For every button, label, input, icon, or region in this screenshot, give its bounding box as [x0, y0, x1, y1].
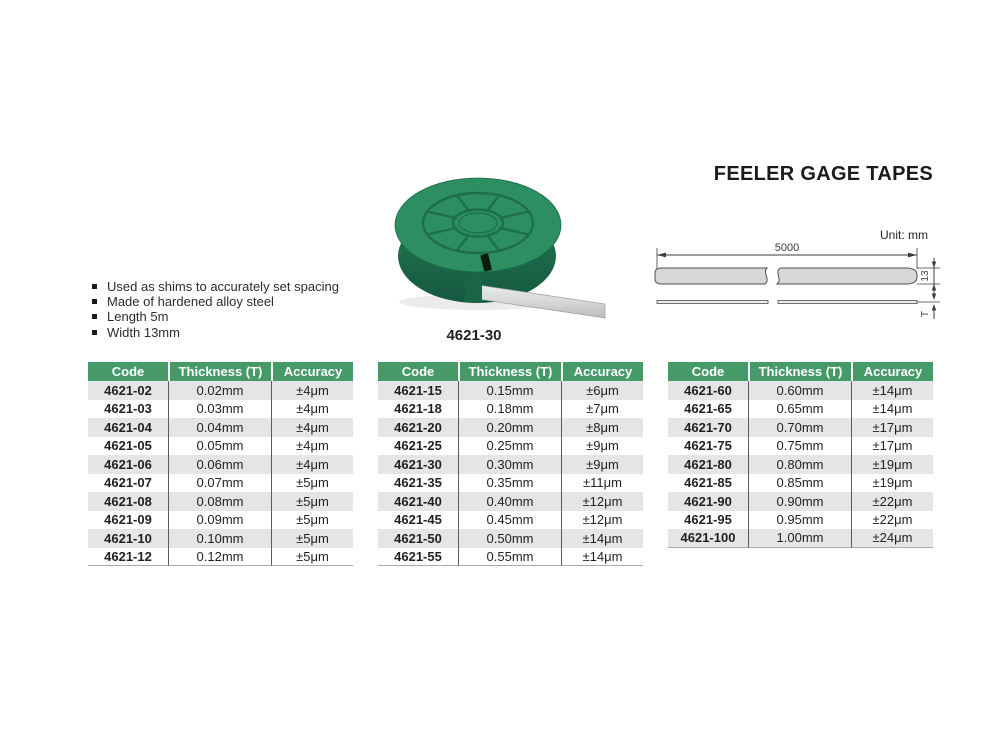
table-row [378, 381, 643, 400]
spec-table-1 [88, 362, 353, 566]
table-row [668, 418, 933, 437]
thickness-cell: 0.95mm [748, 511, 851, 530]
code-cell: 4621-20 [394, 419, 442, 435]
table-row [88, 455, 353, 474]
thickness-cell: 0.09mm [168, 511, 271, 530]
code-cell: 4621-95 [684, 512, 732, 528]
tape-dispenser-illustration [383, 170, 618, 330]
thickness-cell: 0.55mm [458, 548, 561, 567]
header-row [378, 362, 643, 381]
page-title: FEELER GAGE TAPES [713, 163, 933, 185]
thickness-cell: 0.03mm [168, 400, 271, 419]
thickness-cell: 0.02mm [168, 381, 271, 400]
accuracy-cell: ±22μm [851, 511, 933, 530]
thickness-cell: 0.65mm [748, 400, 851, 419]
table-row [378, 548, 643, 567]
code-cell: 4621-55 [378, 548, 458, 567]
thickness-cell: 0.30mm [458, 455, 561, 474]
table-row [88, 529, 353, 548]
accuracy-cell: ±14μm [561, 529, 643, 548]
feature-list [90, 279, 339, 340]
thickness-cell: 0.50mm [458, 529, 561, 548]
table-row [88, 511, 353, 530]
thickness-cell: 0.18mm [458, 400, 561, 419]
feature-item: Width 13mm [90, 325, 339, 340]
accuracy-cell: ±22μm [851, 492, 933, 511]
thickness-cell: 0.85mm [748, 474, 851, 493]
accuracy-cell: ±5μm [271, 492, 353, 511]
accuracy-cell: ±5μm [271, 474, 353, 493]
code-cell: 4621-100 [668, 529, 748, 548]
table-row [378, 511, 643, 530]
code-cell: 4621-25 [394, 438, 442, 454]
table-row [88, 418, 353, 437]
thickness-cell: 0.90mm [748, 492, 851, 511]
feature-item: Made of hardened alloy steel [90, 294, 339, 309]
spec-table-2 [378, 362, 643, 566]
accuracy-cell: ±17μm [851, 437, 933, 456]
tape-strip [471, 284, 605, 318]
unit-label: Unit: mm [880, 228, 928, 242]
accuracy-cell: ±9μm [561, 437, 643, 456]
accuracy-cell: ±12μm [561, 492, 643, 511]
thickness-cell: 0.45mm [458, 511, 561, 530]
table-row [378, 437, 643, 456]
column-header: Code [88, 362, 168, 381]
accuracy-cell: ±14μm [851, 400, 933, 419]
code-cell: 4621-18 [394, 401, 442, 417]
code-cell: 4621-45 [394, 512, 442, 528]
table-row [668, 474, 933, 493]
thickness-cell: 0.80mm [748, 455, 851, 474]
code-cell: 4621-90 [684, 493, 732, 509]
code-cell: 4621-70 [684, 419, 732, 435]
tape-side-view-left [657, 301, 768, 304]
thickness-cell: 0.20mm [458, 418, 561, 437]
table-row [668, 400, 933, 419]
thickness-cell: 0.10mm [168, 529, 271, 548]
thickness-cell: 1.00mm [748, 529, 851, 548]
accuracy-cell: ±12μm [561, 511, 643, 530]
accuracy-cell: ±4μm [271, 418, 353, 437]
column-header: Thickness (T) [168, 362, 271, 381]
code-cell: 4621-40 [394, 493, 442, 509]
column-header: Accuracy [851, 362, 933, 381]
thickness-cell: 0.08mm [168, 492, 271, 511]
thickness-cell: 0.35mm [458, 474, 561, 493]
accuracy-cell: ±19μm [851, 455, 933, 474]
accuracy-cell: ±14μm [851, 381, 933, 400]
table-row [378, 529, 643, 548]
code-cell: 4621-60 [684, 382, 732, 398]
table-row [378, 418, 643, 437]
column-header: Code [668, 362, 748, 381]
column-header: Thickness (T) [458, 362, 561, 381]
code-cell: 4621-80 [684, 456, 732, 472]
code-cell: 4621-06 [104, 456, 152, 472]
code-cell: 4621-10 [104, 530, 152, 546]
tape-side-view-right [778, 301, 917, 304]
thickness-cell: 0.15mm [458, 381, 561, 400]
column-header: Thickness (T) [748, 362, 851, 381]
accuracy-cell: ±8μm [561, 418, 643, 437]
table-row [668, 492, 933, 511]
table-row [668, 381, 933, 400]
table-row [378, 474, 643, 493]
column-header: Accuracy [561, 362, 643, 381]
code-cell: 4621-75 [684, 438, 732, 454]
accuracy-cell: ±5μm [271, 511, 353, 530]
spec-table-3 [668, 362, 933, 548]
feature-item: Length 5m [90, 309, 339, 324]
header-row [668, 362, 933, 381]
table-row [88, 381, 353, 400]
code-cell: 4621-35 [394, 475, 442, 491]
accuracy-cell: ±4μm [271, 400, 353, 419]
dispenser-rim-patch [465, 273, 482, 302]
code-cell: 4621-15 [394, 382, 442, 398]
width-dim-label: 13 [920, 270, 931, 282]
thickness-cell: 0.60mm [748, 381, 851, 400]
accuracy-cell: ±4μm [271, 381, 353, 400]
accuracy-cell: ±19μm [851, 474, 933, 493]
accuracy-cell: ±5μm [271, 529, 353, 548]
accuracy-cell: ±4μm [271, 437, 353, 456]
table-row [88, 437, 353, 456]
accuracy-cell: ±4μm [271, 455, 353, 474]
code-cell: 4621-03 [104, 401, 152, 417]
table-row [378, 455, 643, 474]
thickness-cell: 0.12mm [168, 548, 271, 567]
thickness-cell: 0.05mm [168, 437, 271, 456]
product-photo [383, 170, 618, 335]
thickness-cell: 0.70mm [748, 418, 851, 437]
accuracy-cell: ±7μm [561, 400, 643, 419]
column-header: Accuracy [271, 362, 353, 381]
accuracy-cell: ±6μm [561, 381, 643, 400]
table-row [88, 474, 353, 493]
column-header: Code [378, 362, 458, 381]
thickness-cell: 0.40mm [458, 492, 561, 511]
table-row [88, 400, 353, 419]
thickness-cell: 0.25mm [458, 437, 561, 456]
dimension-diagram [648, 238, 948, 333]
table-row [378, 400, 643, 419]
header-row [88, 362, 353, 381]
code-cell: 4621-09 [104, 512, 152, 528]
accuracy-cell: ±14μm [561, 548, 643, 567]
code-cell: 4621-04 [104, 419, 152, 435]
table-row [668, 455, 933, 474]
table-row [668, 511, 933, 530]
thickness-cell: 0.75mm [748, 437, 851, 456]
length-dim-label: 5000 [774, 242, 800, 254]
table-row [378, 492, 643, 511]
code-cell: 4621-12 [88, 548, 168, 567]
table-row [88, 548, 353, 567]
thickness-cell: 0.07mm [168, 474, 271, 493]
code-cell: 4621-02 [104, 382, 152, 398]
tape-top-view-left [655, 268, 767, 284]
table-row [88, 492, 353, 511]
code-cell: 4621-65 [684, 401, 732, 417]
tape-top-view-right [777, 268, 917, 284]
thickness-cell: 0.04mm [168, 418, 271, 437]
code-cell: 4621-50 [394, 530, 442, 546]
table-row [668, 529, 933, 548]
accuracy-cell: ±24μm [851, 529, 933, 548]
code-cell: 4621-08 [104, 493, 152, 509]
feature-item: Used as shims to accurately set spacing [90, 279, 339, 294]
thickness-dim-label: T [920, 310, 931, 318]
thickness-cell: 0.06mm [168, 455, 271, 474]
table-row [668, 437, 933, 456]
accuracy-cell: ±17μm [851, 418, 933, 437]
code-cell: 4621-85 [684, 475, 732, 491]
code-cell: 4621-07 [104, 475, 152, 491]
accuracy-cell: ±11μm [561, 474, 643, 493]
code-cell: 4621-30 [394, 456, 442, 472]
accuracy-cell: ±9μm [561, 455, 643, 474]
code-cell: 4621-05 [104, 438, 152, 454]
accuracy-cell: ±5μm [271, 548, 353, 567]
product-code-caption: 4621-30 [446, 327, 502, 344]
